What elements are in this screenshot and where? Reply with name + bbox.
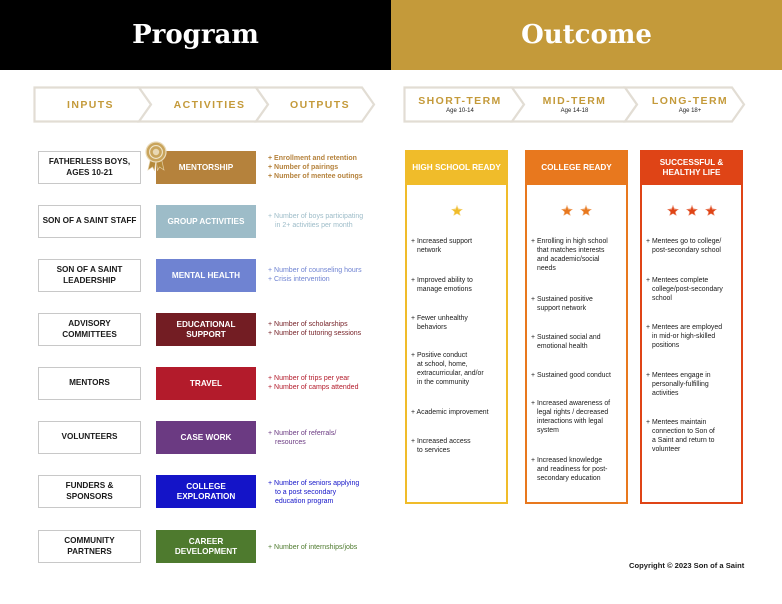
- mid-term-item-6: [531, 456, 607, 483]
- output-line: + Number of counseling hours: [268, 267, 362, 274]
- activity-career-development: CAREER DEVELOPMENT: [156, 530, 256, 563]
- outcome-line: + Sustained good conduct: [531, 372, 611, 379]
- stage-long-term-age: Age 18+: [678, 108, 702, 114]
- output-line: + Number of mentee outings: [268, 173, 363, 181]
- mid-term-item-1: [531, 237, 608, 273]
- stage-short-term: [405, 86, 515, 123]
- outcome-line: + Increased support: [411, 238, 473, 245]
- input-advisory-committees: ADVISORY COMMITTEES: [38, 313, 141, 346]
- outcome-line: emotional health: [537, 343, 588, 351]
- stage-mid-term-age: Age 14-18: [560, 108, 589, 114]
- outcome-line: + Increased knowledge: [531, 457, 603, 464]
- outputs-group-activities: [268, 212, 383, 230]
- stage-outputs-label: OUTPUTS: [290, 98, 350, 111]
- output-line: + Number of boys participating: [268, 213, 364, 220]
- mid-term-item-3: [531, 333, 601, 351]
- activity-group-activities: GROUP ACTIVITIES: [156, 205, 256, 238]
- outcome-line: + Mentees engage in: [646, 372, 711, 379]
- outputs-career-development: [268, 543, 383, 552]
- outcome-line: + Mentees complete: [646, 277, 709, 284]
- outcome-line: positions: [652, 342, 680, 350]
- award-ribbon-icon: [144, 141, 168, 171]
- outcome-line: and readiness for post-: [537, 466, 608, 474]
- input-staff: SON OF A SAINT STAFF: [38, 205, 141, 238]
- outcome-line: activities: [652, 390, 679, 398]
- output-line: + Crisis intervention: [268, 276, 330, 284]
- output-line: education program: [275, 498, 334, 506]
- mid-term-item-5: [531, 399, 610, 435]
- outcome-line: college/post-secondary: [652, 286, 723, 294]
- short-term-item-3: [411, 314, 468, 332]
- copyright: Copyright © 2023 Son of a Saint: [629, 561, 745, 570]
- outputs-travel: [268, 374, 383, 392]
- short-term-item-5: [411, 408, 489, 417]
- outcome-line: connection to Son of: [652, 428, 715, 436]
- output-line: + Number of pairings: [268, 164, 339, 172]
- input-fatherless-boys: FATHERLESS BOYS, AGES 10-21: [38, 151, 141, 184]
- activity-case-work: CASE WORK: [156, 421, 256, 454]
- output-line: + Number of tutoring sessions: [268, 330, 362, 338]
- outcome-line: + Positive conduct: [411, 352, 468, 359]
- long-term-stars: [640, 203, 743, 218]
- star-icon: [703, 203, 719, 218]
- stage-short-term-age: Age 10-14: [446, 108, 474, 114]
- long-term-item-1: [646, 237, 721, 255]
- star-icon: [578, 203, 594, 218]
- activity-mental-health: MENTAL HEALTH: [156, 259, 256, 292]
- mid-term-item-2: [531, 295, 593, 313]
- outcome-line: in mid-or high-skilled: [652, 333, 716, 341]
- mid-term-item-4: [531, 371, 611, 380]
- outcome-line: + Sustained positive: [531, 296, 593, 303]
- mid-term-title: COLLEGE READY: [525, 150, 628, 185]
- outputs-educational-support: [268, 320, 383, 338]
- stage-activities: [151, 86, 268, 123]
- long-term-item-2: [646, 276, 723, 303]
- outcome-line: to services: [417, 447, 450, 455]
- short-term-title: HIGH SCHOOL READY: [405, 150, 508, 185]
- long-term-item-3: [646, 323, 722, 350]
- short-term-stars: [405, 203, 508, 218]
- outcome-line: + Enrolling in high school: [531, 238, 608, 245]
- stage-short-term-label: SHORT-TERM: [418, 95, 502, 107]
- outcome-line: + Mentees go to college/: [646, 238, 722, 245]
- output-line: + Number of seniors applying: [268, 480, 360, 487]
- outcome-line: + Mentees are employed: [646, 324, 723, 331]
- long-term-title: SUCCESSFUL & HEALTHY LIFE: [640, 150, 743, 185]
- outcome-line: needs: [537, 265, 556, 273]
- outcome-line: interactions with legal: [537, 418, 603, 426]
- star-icon: [665, 203, 681, 218]
- output-line: + Number of internships/jobs: [268, 544, 358, 551]
- outputs-case-work: [268, 429, 383, 447]
- outcome-line: that matches interests: [537, 247, 605, 255]
- outcome-line: + Improved ability to: [411, 277, 473, 284]
- outcome-line: + Mentees maintain: [646, 419, 707, 426]
- output-line: in 2+ activities per month: [275, 222, 353, 230]
- star-icon: [449, 203, 465, 218]
- outcome-line: legal rights / decreased: [537, 409, 609, 417]
- output-line: to a post secondary: [275, 489, 337, 497]
- outcome-line: network: [417, 247, 442, 255]
- stage-outputs: [265, 86, 375, 123]
- outcome-line: support network: [537, 305, 587, 313]
- outcome-line: manage emotions: [417, 286, 472, 294]
- stage-activities-label: ACTIVITIES: [173, 98, 246, 111]
- output-line: + Number of scholarships: [268, 321, 348, 328]
- mid-term-stars: [525, 203, 628, 218]
- output-line: + Number of trips per year: [268, 375, 350, 382]
- outcome-line: system: [537, 427, 559, 435]
- input-volunteers: VOLUNTEERS: [38, 421, 141, 454]
- short-term-item-4: [411, 351, 484, 387]
- outcome-line: post-secondary school: [652, 247, 721, 255]
- stage-inputs: [33, 86, 148, 123]
- stage-inputs-label: INPUTS: [67, 98, 114, 111]
- stage-long-term: [634, 86, 746, 123]
- outputs-mentorship: [268, 154, 383, 182]
- outcome-line: + Sustained social and: [531, 334, 601, 341]
- stage-mid-term-label: MID-TERM: [542, 95, 607, 107]
- outputs-college-exploration: [268, 479, 383, 507]
- outcome-line: in the community: [417, 379, 470, 387]
- program-title: Program: [132, 20, 259, 50]
- outcome-line: extracurricular, and/or: [417, 370, 484, 378]
- outcome-line: a Saint and return to: [652, 437, 715, 445]
- output-line: + Number of camps attended: [268, 384, 359, 392]
- short-term-item-6: [411, 437, 471, 455]
- stage-long-term-label: LONG-TERM: [651, 95, 729, 107]
- input-leadership: SON OF A SAINT LEADERSHIP: [38, 259, 141, 292]
- outcome-line: at school, home,: [417, 361, 468, 369]
- short-term-item-1: [411, 237, 472, 255]
- outcome-line: + Academic improvement: [411, 409, 489, 416]
- input-mentors: MENTORS: [38, 367, 141, 400]
- star-icon: [559, 203, 575, 218]
- outcome-line: and academic/social: [537, 256, 600, 264]
- outcome-line: + Increased awareness of: [531, 400, 611, 407]
- stage-mid-term: [517, 86, 632, 123]
- long-term-item-4: [646, 371, 711, 398]
- outcome-line: secondary education: [537, 475, 601, 483]
- input-community-partners: COMMUNITY PARTNERS: [38, 530, 141, 563]
- activity-educational-support: EDUCATIONAL SUPPORT: [156, 313, 256, 346]
- outcome-line: + Fewer unhealthy: [411, 315, 468, 322]
- output-line: + Number of referrals/: [268, 430, 337, 437]
- long-term-item-5: [646, 418, 715, 454]
- outcome-line: + Increased access: [411, 438, 471, 445]
- outcome-line: school: [652, 295, 672, 303]
- outcome-line: behaviors: [417, 324, 447, 332]
- outcome-line: volunteer: [652, 446, 681, 454]
- outputs-mental-health: [268, 266, 383, 284]
- program-header: [0, 0, 391, 70]
- output-line: resources: [275, 439, 306, 447]
- star-icon: [684, 203, 700, 218]
- activity-mentorship: MENTORSHIP: [156, 151, 256, 184]
- short-term-item-2: [411, 276, 473, 294]
- activity-travel: TRAVEL: [156, 367, 256, 400]
- activity-college-exploration: COLLEGE EXPLORATION: [156, 475, 256, 508]
- outcome-line: personally-fulfilling: [652, 381, 709, 389]
- outcome-title: Outcome: [521, 20, 652, 50]
- input-funders-sponsors: FUNDERS & SPONSORS: [38, 475, 141, 508]
- outcome-header: [391, 0, 782, 70]
- output-line: + Enrollment and retention: [268, 155, 357, 162]
